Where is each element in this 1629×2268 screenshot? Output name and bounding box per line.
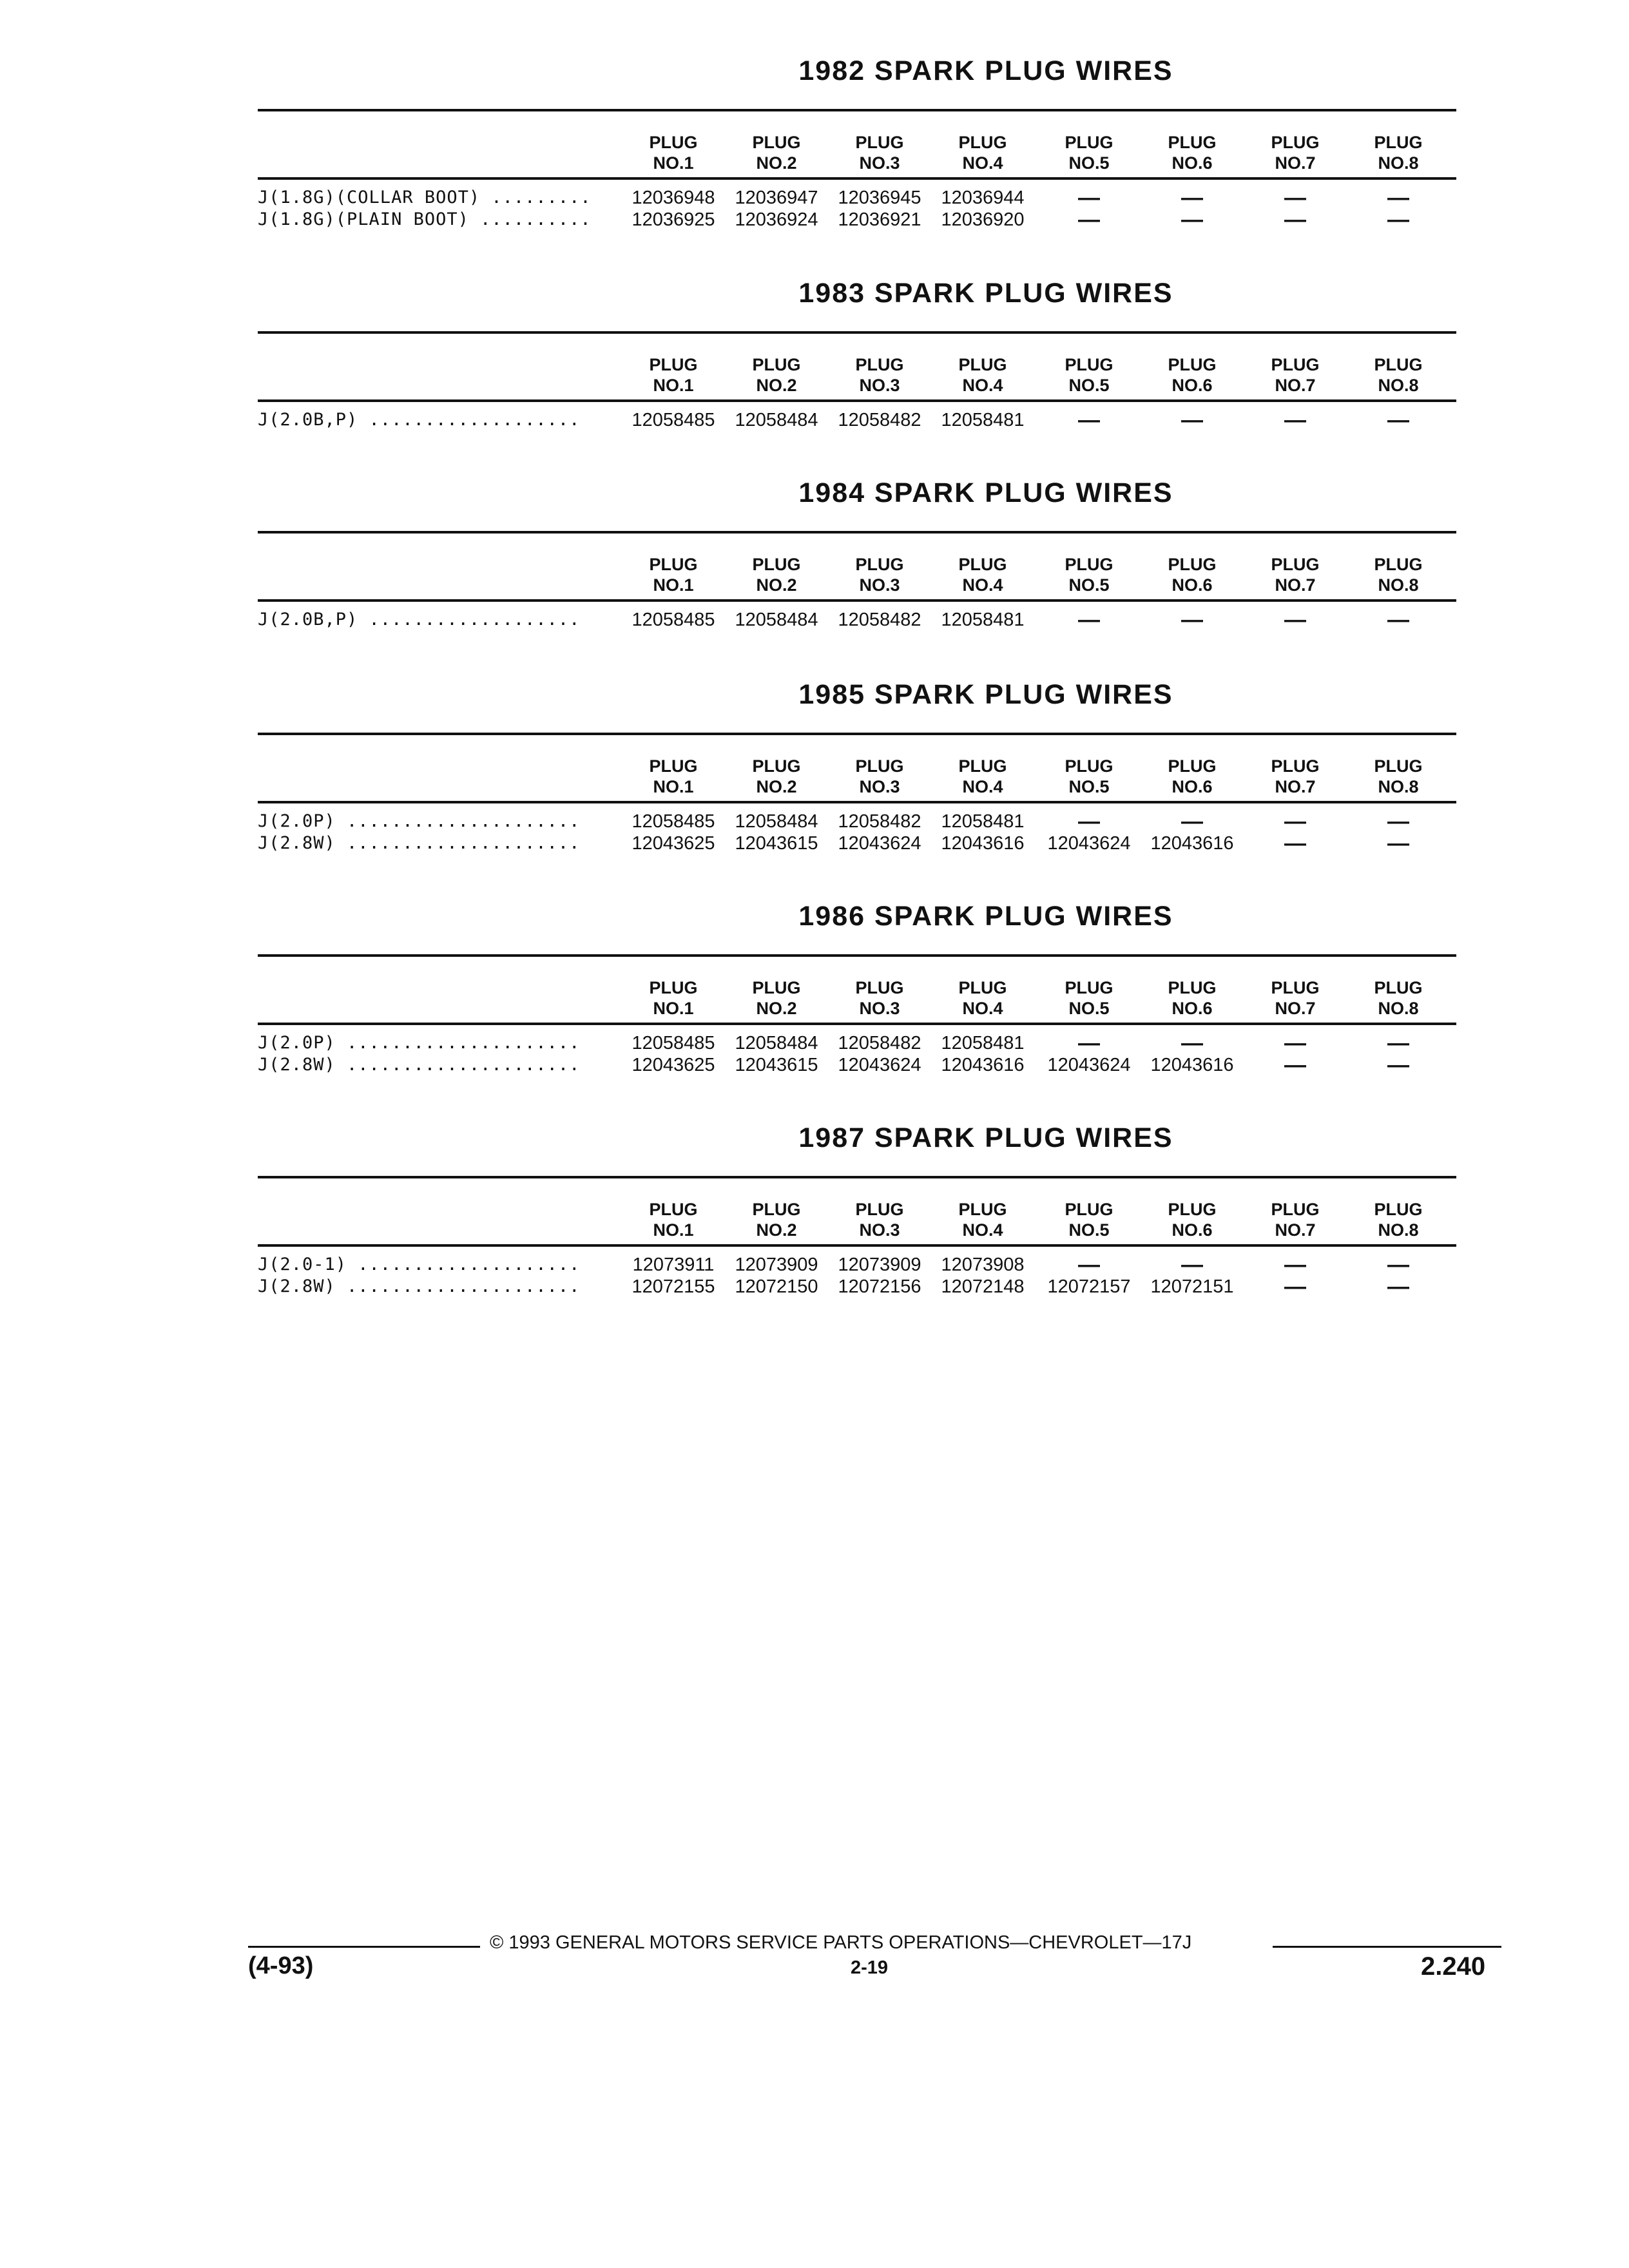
table-row [258,1054,1456,1076]
column-header-word: PLUG [958,756,1007,776]
column-header [728,977,825,1019]
part-number-cell: 12072156 [838,1276,921,1297]
footer-page-center: 2-19 [851,1957,889,1978]
part-number-cell: — [1387,608,1409,632]
column-header [1350,977,1447,1019]
column-header-word: PLUG [1271,133,1320,152]
part-number-cell: — [1078,1031,1100,1055]
part-number-cell: 12043616 [1150,833,1234,854]
column-header [1247,756,1344,797]
part-number-cell: — [1078,1253,1100,1277]
column-header-word: PLUG [649,1200,698,1219]
column-header-number: NO.2 [756,1220,797,1240]
column-header-number: NO.4 [962,1220,1003,1240]
part-number-cell: 12058481 [941,1033,1025,1053]
column-header [1144,354,1240,396]
column-header-word: PLUG [1271,978,1320,997]
column-header-number: NO.7 [1275,777,1316,796]
part-number-cell: 12073909 [838,1254,921,1275]
part-number-cell: 12043624 [838,833,921,854]
section-top-rule [258,531,1456,533]
column-header-word: PLUG [1374,978,1423,997]
column-header [728,756,825,797]
column-header [625,977,722,1019]
part-number-cell: — [1387,408,1409,432]
column-header-number: NO.4 [962,153,1003,173]
column-header-number: NO.5 [1068,575,1110,595]
column-header [1350,756,1447,797]
column-header-word: PLUG [752,1200,801,1219]
column-header-word: PLUG [1168,133,1217,152]
part-number-cell: — [1181,608,1203,632]
part-number-cell: — [1181,186,1203,210]
part-number-cell: 12036925 [631,209,715,230]
column-header-word: PLUG [855,756,904,776]
section-title: 1987 SPARK PLUG WIRES [798,1122,1173,1153]
column-header [1247,1199,1344,1240]
column-header [934,977,1031,1019]
part-number-cell: — [1181,207,1203,232]
part-number-cell: 12043615 [735,1055,818,1075]
part-number-cell: 12058481 [941,410,1025,430]
table-row [258,609,1456,631]
column-header-word: PLUG [1374,133,1423,152]
part-number-cell: 12072148 [941,1276,1025,1297]
part-number-cell: 12043624 [1047,833,1131,854]
part-number-cell: 12058484 [735,811,818,832]
column-header [934,1199,1031,1240]
column-header [1350,1199,1447,1240]
column-header-word: PLUG [958,978,1007,997]
part-number-cell: 12036920 [941,209,1025,230]
column-header-number: NO.2 [756,777,797,796]
section-title: 1983 SPARK PLUG WIRES [798,278,1173,309]
column-header [625,554,722,595]
column-header-word: PLUG [1065,978,1113,997]
column-header-number: NO.5 [1068,153,1110,173]
column-header-number: NO.4 [962,999,1003,1018]
table-row [258,1032,1456,1054]
part-number-cell: — [1387,831,1409,856]
column-header-number: NO.4 [962,575,1003,595]
footer-rule-left [248,1946,480,1948]
column-header-number: NO.3 [859,376,900,395]
header-bottom-rule [258,599,1456,602]
part-number-cell: — [1078,608,1100,632]
column-header [831,554,928,595]
part-number-cell: 12043624 [1047,1055,1131,1075]
table-row [258,811,1456,832]
column-header [1041,1199,1137,1240]
part-number-cell: 12043624 [838,1055,921,1075]
part-number-cell: 12072155 [631,1276,715,1297]
part-number-cell: — [1078,186,1100,210]
footer-date-code: (4-93) [248,1952,314,1979]
column-header-word: PLUG [1168,555,1217,574]
column-header-number: NO.1 [653,1220,694,1240]
column-header [1041,354,1137,396]
part-number-cell: 12058485 [631,410,715,430]
part-number-cell: 12058484 [735,410,818,430]
part-number-cell: 12058484 [735,1033,818,1053]
footer-page-number: 2.240 [1421,1952,1486,1981]
column-header [1041,756,1137,797]
column-header-word: PLUG [1065,133,1113,152]
section-top-rule [258,109,1456,111]
section-top-rule [258,1176,1456,1178]
column-header [831,756,928,797]
footer-copyright: © 1993 GENERAL MOTORS SERVICE PARTS OPERATIONS—CHEVROLET—17J [490,1932,1192,1953]
column-header-word: PLUG [1271,355,1320,374]
table-row [258,1276,1456,1298]
part-number-cell: 12036947 [735,187,818,208]
column-header-word: PLUG [855,978,904,997]
column-header [831,354,928,396]
column-header-word: PLUG [752,756,801,776]
column-header [831,132,928,173]
part-number-cell: — [1284,1053,1306,1077]
column-header-word: PLUG [752,978,801,997]
column-header-word: PLUG [855,355,904,374]
column-header-word: PLUG [1065,555,1113,574]
part-number-cell: — [1387,809,1409,834]
part-number-cell: — [1181,408,1203,432]
column-header [1041,554,1137,595]
row-label: J(2.8W) ..................... [258,1055,581,1075]
column-header-number: NO.7 [1275,999,1316,1018]
part-number-cell: 12073909 [735,1254,818,1275]
column-header-number: NO.1 [653,777,694,796]
column-header-number: NO.8 [1378,777,1419,796]
column-header-number: NO.3 [859,777,900,796]
column-header-number: NO.4 [962,777,1003,796]
column-header-word: PLUG [649,978,698,997]
column-header-word: PLUG [1374,756,1423,776]
row-label: J(1.8G)(COLLAR BOOT) ......... [258,187,592,207]
column-header [1247,977,1344,1019]
column-header-number: NO.6 [1171,1220,1213,1240]
column-header-number: NO.2 [756,153,797,173]
column-header-number: NO.1 [653,376,694,395]
column-header-number: NO.6 [1171,777,1213,796]
column-header-word: PLUG [1271,1200,1320,1219]
part-number-cell: 12058484 [735,610,818,630]
column-header-number: NO.7 [1275,1220,1316,1240]
table-row [258,832,1456,854]
column-header-number: NO.5 [1068,777,1110,796]
column-header-word: PLUG [1271,555,1320,574]
column-header-word: PLUG [649,355,698,374]
part-number-cell: — [1387,1031,1409,1055]
part-number-cell: 12036948 [631,187,715,208]
column-header [625,354,722,396]
column-header [728,1199,825,1240]
section-top-rule [258,954,1456,957]
column-header-number: NO.1 [653,153,694,173]
column-header-word: PLUG [1065,756,1113,776]
column-header [831,977,928,1019]
part-number-cell: — [1284,608,1306,632]
column-header [1144,977,1240,1019]
column-header [1041,132,1137,173]
column-header [934,132,1031,173]
part-number-cell: — [1181,1253,1203,1277]
column-header-number: NO.8 [1378,153,1419,173]
part-number-cell: — [1078,408,1100,432]
column-header [934,554,1031,595]
column-header-word: PLUG [752,555,801,574]
section-title: 1986 SPARK PLUG WIRES [798,901,1173,932]
part-number-cell: 12058482 [838,410,921,430]
column-header [1144,554,1240,595]
part-number-cell: — [1181,1031,1203,1055]
table-row [258,1254,1456,1276]
column-header-number: NO.7 [1275,575,1316,595]
part-number-cell: — [1284,207,1306,232]
part-number-cell: 12073911 [632,1254,715,1275]
row-label: J(2.0B,P) ................... [258,410,581,430]
column-header-number: NO.8 [1378,376,1419,395]
part-number-cell: 12058482 [838,610,921,630]
column-header-word: PLUG [649,756,698,776]
column-header-number: NO.1 [653,999,694,1018]
part-number-cell: 12072157 [1047,1276,1131,1297]
part-number-cell: 12073908 [941,1254,1025,1275]
part-number-cell: — [1284,186,1306,210]
column-header-number: NO.7 [1275,376,1316,395]
column-header-word: PLUG [1374,555,1423,574]
column-header-word: PLUG [1168,355,1217,374]
row-label: J(2.0P) ..................... [258,811,581,831]
column-header-word: PLUG [855,555,904,574]
column-header-word: PLUG [1168,756,1217,776]
column-header [1350,132,1447,173]
row-label: J(2.0P) ..................... [258,1033,581,1053]
part-number-cell: 12043616 [1150,1055,1234,1075]
part-number-cell: — [1284,1031,1306,1055]
part-number-cell: 12036945 [838,187,921,208]
header-bottom-rule [258,1244,1456,1247]
section-top-rule [258,331,1456,334]
column-header-number: NO.5 [1068,999,1110,1018]
column-header-word: PLUG [649,555,698,574]
column-header [625,1199,722,1240]
column-header-word: PLUG [1168,978,1217,997]
column-header-number: NO.4 [962,376,1003,395]
part-number-cell: 12058485 [631,811,715,832]
column-header [831,1199,928,1240]
section-title: 1982 SPARK PLUG WIRES [798,55,1173,86]
row-label: J(2.8W) ..................... [258,833,581,853]
section-title: 1985 SPARK PLUG WIRES [798,679,1173,710]
column-header [1144,1199,1240,1240]
column-header [728,354,825,396]
column-header-number: NO.2 [756,376,797,395]
column-header-number: NO.5 [1068,1220,1110,1240]
column-header [1247,354,1344,396]
part-number-cell: — [1284,809,1306,834]
column-header-number: NO.3 [859,1220,900,1240]
column-header-word: PLUG [1374,1200,1423,1219]
part-number-cell: — [1387,1053,1409,1077]
part-number-cell: 12036921 [838,209,921,230]
column-header-word: PLUG [855,133,904,152]
column-header [1144,756,1240,797]
part-number-cell: 12072151 [1150,1276,1234,1297]
part-number-cell: — [1387,186,1409,210]
column-header-number: NO.2 [756,999,797,1018]
part-number-cell: — [1284,408,1306,432]
column-header [934,354,1031,396]
column-header-number: NO.3 [859,999,900,1018]
part-number-cell: 12043616 [941,1055,1025,1075]
column-header [934,756,1031,797]
row-label: J(2.0-1) .................... [258,1254,581,1274]
column-header-word: PLUG [1271,756,1320,776]
part-number-cell: — [1284,831,1306,856]
section-title: 1984 SPARK PLUG WIRES [798,477,1173,508]
part-number-cell: — [1387,1253,1409,1277]
column-header-number: NO.1 [653,575,694,595]
part-number-cell: 12058485 [631,1033,715,1053]
part-number-cell: 12036944 [941,187,1025,208]
column-header-number: NO.6 [1171,575,1213,595]
column-header-number: NO.3 [859,575,900,595]
column-header-word: PLUG [855,1200,904,1219]
column-header-word: PLUG [958,355,1007,374]
column-header-number: NO.6 [1171,153,1213,173]
column-header-number: NO.6 [1171,999,1213,1018]
column-header [1247,554,1344,595]
column-header [1144,132,1240,173]
section-top-rule [258,733,1456,735]
column-header-word: PLUG [1374,355,1423,374]
column-header-word: PLUG [752,133,801,152]
part-number-cell: 12058481 [941,811,1025,832]
column-header-word: PLUG [649,133,698,152]
part-number-cell: 12058485 [631,610,715,630]
part-number-cell: 12036924 [735,209,818,230]
column-header-number: NO.7 [1275,153,1316,173]
column-header [1041,977,1137,1019]
column-header [728,554,825,595]
part-number-cell: 12058481 [941,610,1025,630]
part-number-cell: — [1387,1274,1409,1299]
part-number-cell: — [1181,809,1203,834]
table-row [258,409,1456,431]
column-header [728,132,825,173]
header-bottom-rule [258,1023,1456,1025]
column-header-number: NO.5 [1068,376,1110,395]
header-bottom-rule [258,801,1456,803]
part-number-cell: — [1078,207,1100,232]
part-number-cell: 12043625 [631,833,715,854]
column-header-word: PLUG [1065,355,1113,374]
part-number-cell: — [1078,809,1100,834]
column-header-word: PLUG [958,133,1007,152]
column-header [625,756,722,797]
part-number-cell: — [1387,207,1409,232]
part-number-cell: — [1284,1274,1306,1299]
column-header [1350,354,1447,396]
column-header-word: PLUG [1168,1200,1217,1219]
table-row [258,209,1456,231]
row-label: J(1.8G)(PLAIN BOOT) .......... [258,209,592,229]
part-number-cell: 12058482 [838,1033,921,1053]
column-header-number: NO.8 [1378,1220,1419,1240]
column-header-number: NO.3 [859,153,900,173]
column-header-word: PLUG [958,555,1007,574]
column-header [625,132,722,173]
table-row [258,187,1456,209]
row-label: J(2.8W) ..................... [258,1276,581,1296]
column-header-number: NO.8 [1378,999,1419,1018]
column-header-number: NO.2 [756,575,797,595]
row-label: J(2.0B,P) ................... [258,610,581,629]
column-header [1247,132,1344,173]
part-number-cell: 12072150 [735,1276,818,1297]
part-number-cell: 12043625 [631,1055,715,1075]
header-bottom-rule [258,399,1456,402]
column-header-word: PLUG [958,1200,1007,1219]
column-header-number: NO.8 [1378,575,1419,595]
part-number-cell: 12043616 [941,833,1025,854]
column-header-word: PLUG [752,355,801,374]
footer-rule-right [1273,1946,1501,1948]
header-bottom-rule [258,177,1456,180]
part-number-cell: — [1284,1253,1306,1277]
column-header-number: NO.6 [1171,376,1213,395]
column-header [1350,554,1447,595]
part-number-cell: 12043615 [735,833,818,854]
column-header-word: PLUG [1065,1200,1113,1219]
part-number-cell: 12058482 [838,811,921,832]
